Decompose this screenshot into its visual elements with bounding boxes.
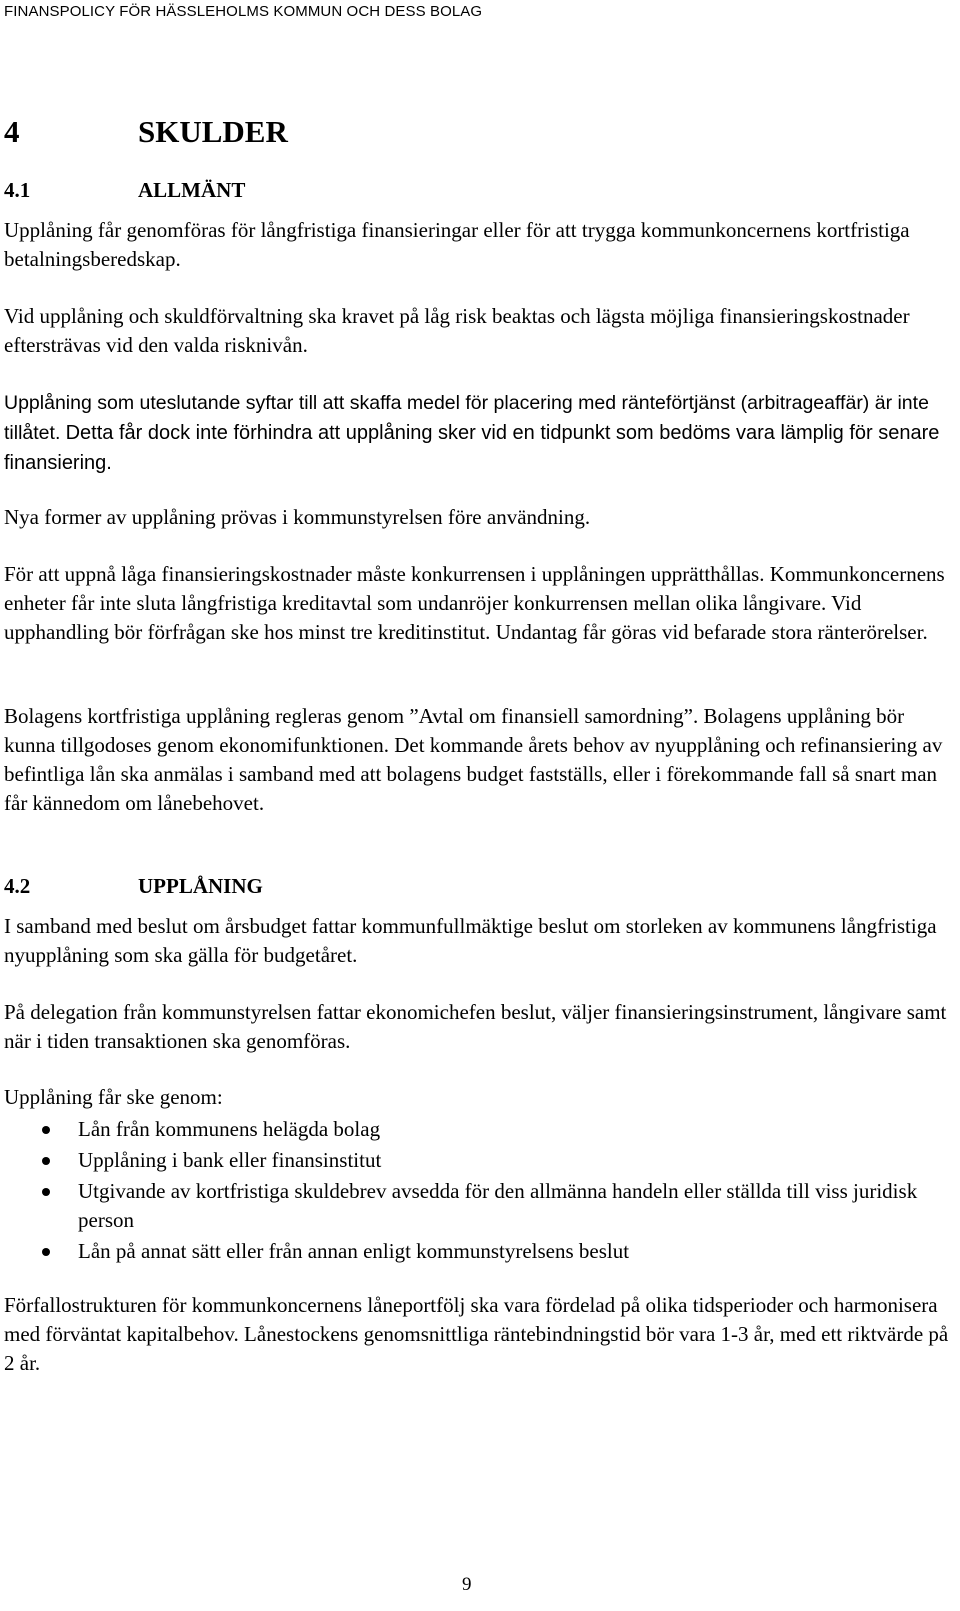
subsection-number: 4.2 (4, 874, 31, 898)
bullet-icon (42, 1248, 50, 1256)
bullet-icon (42, 1126, 50, 1134)
list-item (4, 1115, 956, 1144)
subsection-number: 4.1 (4, 178, 31, 202)
paragraph: Förfallostrukturen för kommunkoncernens låneportfölj ska vara fördelad på olika tidsperioder och harmonisera med förväntat kapitalbehov. Lånestockens genomsnittliga räntebindningstid bör vara 1-3 år, med ett riktvärde på 2 år. (4, 1293, 949, 1375)
list-item (4, 1146, 956, 1175)
list-item-text: Lån från kommunens helägda bolag (78, 1117, 381, 1141)
page-header: FINANSPOLICY FÖR HÄSSLEHOLMS KOMMUN OCH DESS BOLAG (4, 3, 483, 20)
list-item (4, 1177, 956, 1235)
bullet-icon (42, 1157, 50, 1165)
paragraph: Upplåning får ske genom: (4, 1085, 223, 1109)
section-heading (4, 112, 288, 152)
bullet-list (4, 1115, 956, 1268)
paragraph: Nya former av upplåning prövas i kommunstyrelsen före användning. (4, 505, 591, 529)
list-item (4, 1237, 956, 1266)
paragraph: Bolagens kortfristiga upplåning regleras genom ”Avtal om finansiell samordning”. Bolagens upplåning bör kunna tillgodoses genom ekonomifunktionen. Det kommande årets behov av nyupplåning och refinansiering av befintliga lån ska anmälas i samband med att bolagens budget fastställs, eller i förekommande fall så snart man får kännedom om lånebehovet. (4, 704, 943, 815)
paragraph-sans-part: Upplåning som uteslutande syftar till att skaffa medel för placering med ränteförtjänst (arbitrageaffär) är inte tillåtet. (4, 392, 929, 444)
paragraph: För att uppnå låga finansieringskostnader måste konkurrensen i upplåningen upprätthållas. Kommunkoncernens enheter får inte sluta långfristiga kreditavtal som undanröjer konkurrensen mellan olika långivare. Vid upphandling bör förfrågan ske hos minst tre kreditinstitut. Undantag får göras vid befarade stora ränterörelser. (4, 562, 945, 644)
page-number: 9 (462, 1574, 472, 1595)
list-item-text: Utgivande av kortfristiga skuldebrev avsedda för den allmänna handeln eller ställda till viss juridisk person (78, 1179, 918, 1232)
bullet-icon (42, 1188, 50, 1196)
paragraph (4, 388, 956, 478)
subsection-heading-upplaning (4, 872, 263, 900)
section-title: SKULDER (138, 114, 288, 149)
paragraph: Upplåning får genomföras för långfristiga finansieringar eller för att trygga kommunkoncernens kortfristiga betalningsberedskap. (4, 218, 910, 271)
subsection-heading-allmant (4, 176, 245, 204)
section-number: 4 (4, 114, 20, 149)
paragraph: På delegation från kommunstyrelsen fattar ekonomichefen beslut, väljer finansieringsinstrument, långivare samt när i tiden transaktionen ska genomföras. (4, 1000, 947, 1053)
paragraph: I samband med beslut om årsbudget fattar kommunfullmäktige beslut om storleken av kommunens långfristiga nyupplåning som ska gälla för budgetåret. (4, 914, 937, 967)
list-item-text: Upplåning i bank eller finansinstitut (78, 1148, 382, 1172)
paragraph-sans-part: Detta får dock inte förhindra att upplåning sker vid en tidpunkt som bedöms vara lämplig för senare finansiering. (4, 422, 940, 474)
paragraph: Vid upplåning och skuldförvaltning ska kravet på låg risk beaktas och lägsta möjliga finansieringskostnader eftersträvas vid den valda risknivån. (4, 304, 910, 357)
list-item-text: Lån på annat sätt eller från annan enligt kommunstyrelsens beslut (78, 1239, 630, 1263)
subsection-title: ALLMÄNT (138, 178, 246, 202)
subsection-title: UPPLÅNING (138, 874, 263, 898)
